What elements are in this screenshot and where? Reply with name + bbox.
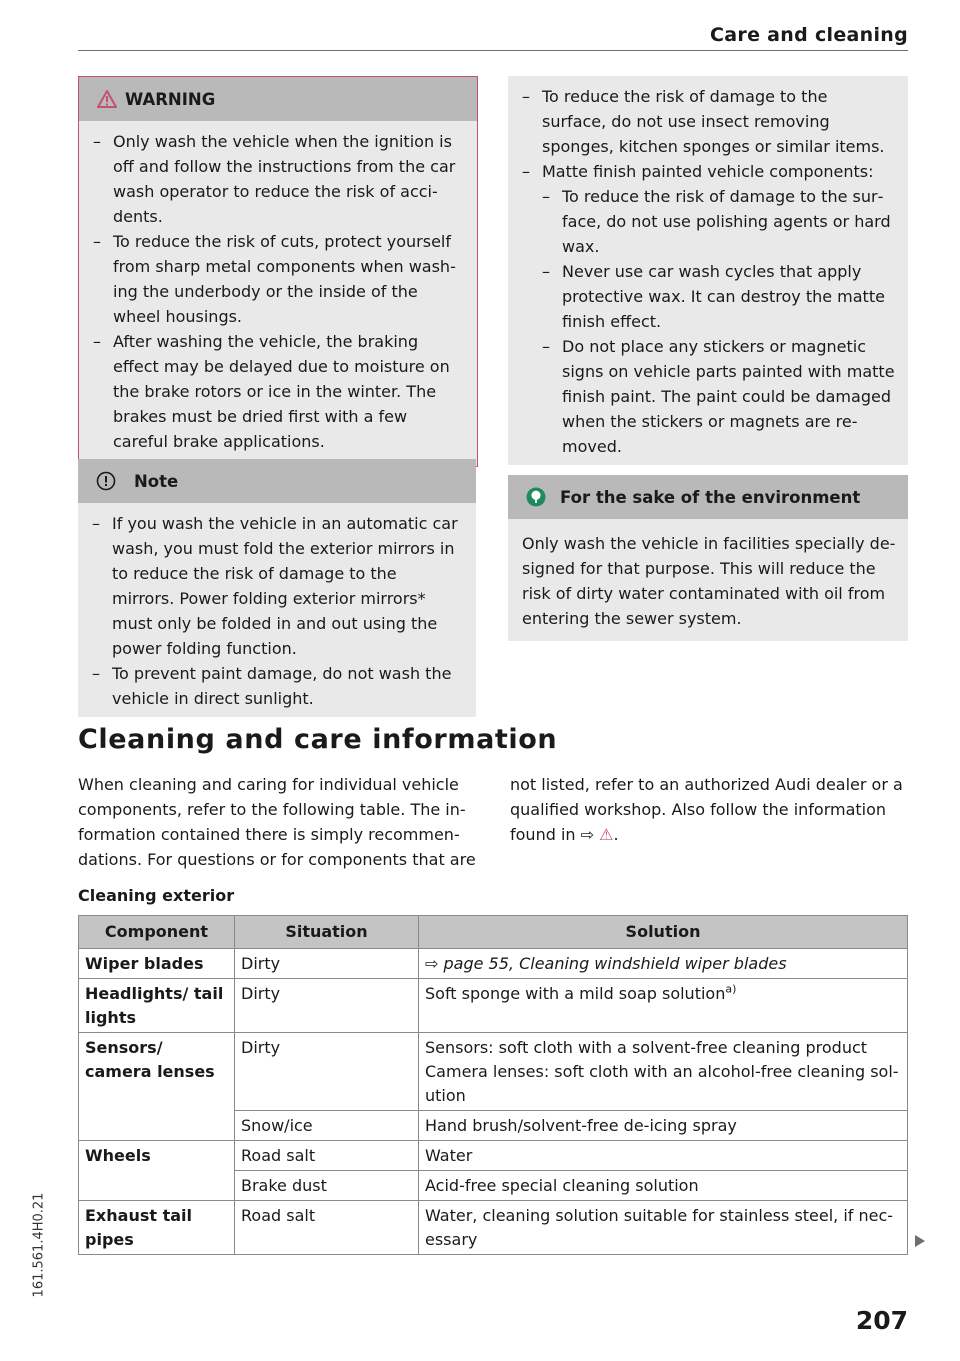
component-cell: Sensors/ camera lenses — [79, 1033, 235, 1141]
environment-text: Only wash the vehicle in facilities specially designed for that purpose. This will reduce the risk of dirty water contaminated with oil from entering the sewer system. — [522, 534, 896, 628]
intro-end: . — [613, 825, 619, 844]
note-body — [78, 503, 476, 717]
warning-reference-link[interactable]: ⚠ — [599, 825, 614, 844]
warning-item: – To reduce the risk of cuts, protect yourself from sharp metal components when washing the underbody or the inside of the wheel housings. — [93, 229, 465, 329]
column-header-component: Component — [79, 916, 235, 949]
note-item: – If you wash the vehicle in an automatic car wash, you must fold the exterior mirrors in to reduce the risk of damage to the mirrors. Power folding exterior mirrors* must only be folded in and out using the power folding function. — [92, 511, 464, 661]
solution-cell-link[interactable]: ⇨ page 55, Cleaning windshield wiper blades — [419, 949, 908, 979]
tree-circle-icon — [526, 487, 546, 507]
cleaning-exterior-table — [78, 915, 908, 1255]
table-row — [79, 949, 908, 979]
note-circle-icon — [96, 471, 116, 491]
environment-label: For the sake of the environment — [560, 487, 861, 507]
section-title: Cleaning and care information — [78, 724, 558, 755]
table-header-row — [79, 916, 908, 949]
side-document-code — [28, 1180, 50, 1310]
table-row — [79, 979, 908, 1033]
warning-label: WARNING — [125, 89, 216, 109]
solution-cell: Acid-free special cleaning solution — [419, 1171, 908, 1201]
page-number: 207 — [855, 1306, 908, 1335]
matte-finish-item: – Do not place any stickers or magnetic signs on vehicle parts painted with matte finish paint. The paint could be damaged when the stickers or magnets are removed. — [542, 334, 896, 459]
situation-cell: Road salt — [235, 1201, 419, 1255]
table-row — [79, 1033, 908, 1111]
situation-cell: Dirty — [235, 949, 419, 979]
solution-text: Camera lenses: soft cloth with an alcohol-free cleaning solution — [425, 1062, 899, 1105]
section-intro — [78, 772, 908, 872]
table-row — [79, 1141, 908, 1171]
situation-cell: Snow/ice — [235, 1111, 419, 1141]
warning-header — [79, 77, 477, 121]
column-header-solution: Solution — [419, 916, 908, 949]
solution-text: Soft sponge with a mild soap solution — [425, 984, 726, 1003]
warning-item: – Only wash the vehicle when the ignition is off and follow the instructions from the car wash operator to reduce the risk of accidents. — [93, 129, 465, 229]
warning-triangle-icon — [97, 90, 117, 108]
environment-header — [508, 475, 908, 519]
matte-finish-heading: Matte finish painted vehicle components: — [542, 162, 874, 181]
side-code-text: 161.561.4H0.21 — [31, 1192, 47, 1298]
solution-text: Sensors: soft cloth with a solvent-free cleaning product — [425, 1038, 868, 1057]
page-header-title: Care and cleaning — [710, 24, 908, 46]
solution-cell — [419, 979, 908, 1033]
matte-finish-item: – Never use car wash cycles that apply protective wax. It can destroy the matte finish effect. — [542, 259, 896, 334]
note-label: Note — [134, 471, 179, 491]
footnote-marker: a) — [725, 982, 737, 996]
note-box — [78, 459, 476, 717]
header-rule — [78, 50, 908, 51]
note-continued-box — [508, 76, 908, 465]
solution-cell: Water, cleaning solution suitable for stainless steel, if necessary — [419, 1201, 908, 1255]
situation-cell: Dirty — [235, 979, 419, 1033]
component-cell: Wheels — [79, 1141, 235, 1201]
component-cell: Exhaust tail pipes — [79, 1201, 235, 1255]
matte-finish-item: – To reduce the risk of damage to the surface, do not use polishing agents or hard wax. — [542, 184, 896, 259]
note-continued-body — [508, 76, 908, 465]
warning-box — [78, 76, 478, 467]
note-header — [78, 459, 476, 503]
note-item: – To prevent paint damage, do not wash the vehicle in direct sunlight. — [92, 661, 464, 711]
column-header-situation: Situation — [235, 916, 419, 949]
solution-cell: Hand brush/solvent-free de-icing spray — [419, 1111, 908, 1141]
situation-cell: Road salt — [235, 1141, 419, 1171]
table-row — [79, 1201, 908, 1255]
warning-item: – After washing the vehicle, the braking effect may be delayed due to moisture on the brake rotors or ice in the winter. The brakes must be dried first with a few careful brake applications. — [93, 329, 465, 454]
note-continued-item: – To reduce the risk of damage to the surface, do not use insect removing sponges, kitchen sponges or similar items. — [522, 84, 896, 159]
situation-cell: Dirty — [235, 1033, 419, 1111]
continue-arrow-icon — [914, 1233, 926, 1247]
solution-cell — [419, 1033, 908, 1111]
component-cell: Headlights/ tail lights — [79, 979, 235, 1033]
situation-cell: Brake dust — [235, 1171, 419, 1201]
environment-body — [508, 519, 908, 641]
environment-box — [508, 475, 908, 641]
warning-body — [79, 121, 477, 466]
table-subheading: Cleaning exterior — [78, 886, 235, 905]
solution-cell: Water — [419, 1141, 908, 1171]
note-continued-item — [522, 159, 896, 459]
component-cell: Wiper blades — [79, 949, 235, 979]
intro-text: When cleaning and caring for individual vehicle components, refer to the following table. The information contained there is simply recommendations. For questions or for components that are not listed, refer to an authorized Audi dealer or a qualified workshop. Also follow the information found in ⇨ — [78, 775, 903, 869]
